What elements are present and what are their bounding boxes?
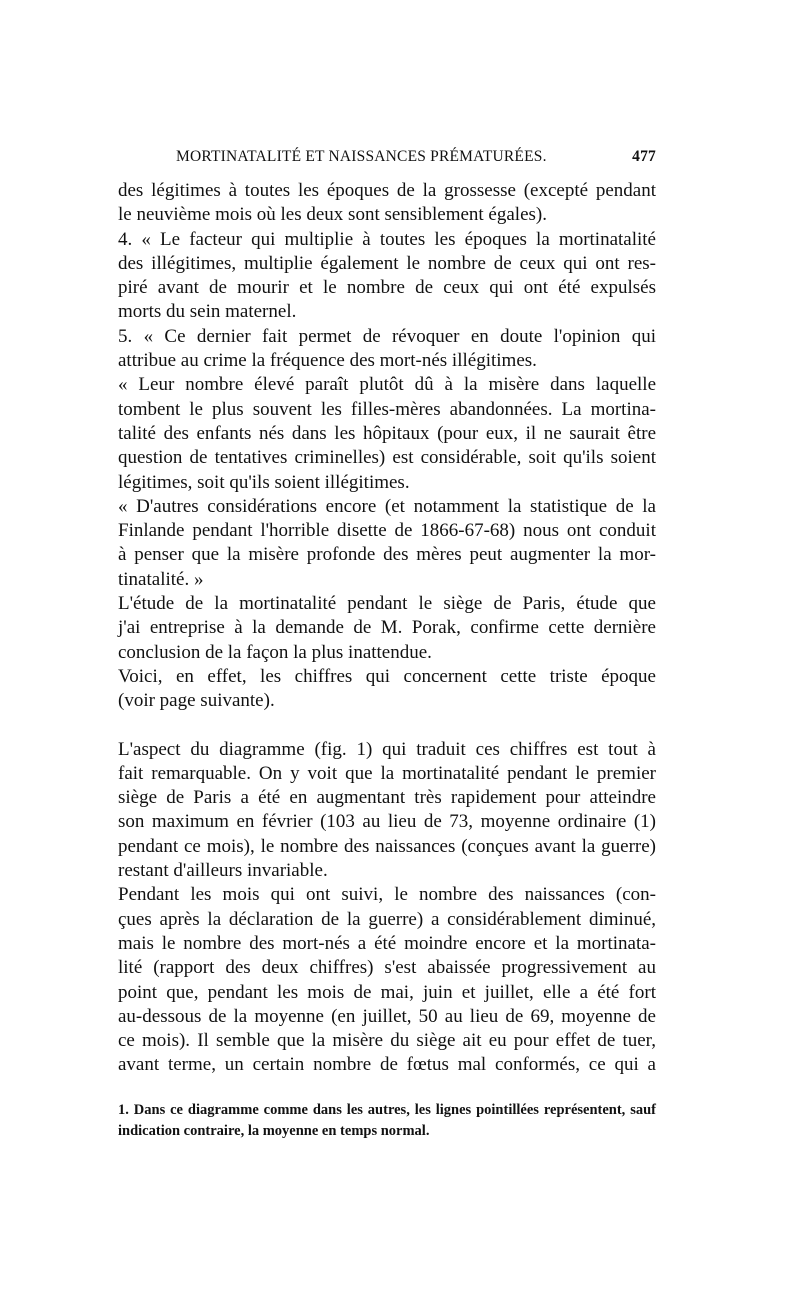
text-line: ce mois). Il semble que la misère du siège ait eu pour effet de tuer, bbox=[118, 1030, 656, 1052]
text-line: lité (rapport des deux chiffres) s'est abaissée progressivement au bbox=[118, 957, 656, 979]
paragraph bbox=[118, 495, 656, 592]
text-line: 5. « Ce dernier fait permet de révoquer en doute l'opinion qui bbox=[118, 325, 656, 347]
paragraph bbox=[118, 665, 656, 714]
text-line: L'étude de la mortinatalité pendant le siège de Paris, étude que bbox=[118, 593, 656, 615]
text-line: conclusion de la façon la plus inattendue. bbox=[118, 641, 432, 663]
text-line: 4. « Le facteur qui multiplie à toutes les époques la mortinatalité bbox=[118, 228, 656, 250]
text-line: morts du sein maternel. bbox=[118, 301, 297, 323]
text-line: des illégitimes, multiplie également le nombre de ceux qui ont res- bbox=[118, 252, 656, 274]
paragraph bbox=[118, 179, 656, 228]
text-line: avant terme, un certain nombre de fœtus mal conformés, ce qui a bbox=[118, 1054, 656, 1076]
text-line: pendant ce mois), le nombre des naissances (conçues avant la guerre) bbox=[118, 835, 656, 857]
running-header bbox=[176, 148, 656, 172]
text-line: fait remarquable. On y voit que la mortinatalité pendant le premier bbox=[118, 762, 656, 784]
paragraph bbox=[118, 883, 656, 1077]
text-line: au-dessous de la moyenne (en juillet, 50 au lieu de 69, moyenne de bbox=[118, 1005, 656, 1027]
text-line: son maximum en février (103 au lieu de 73, moyenne ordinaire (1) bbox=[118, 811, 656, 833]
text-line: Finlande pendant l'horrible disette de 1866-67-68) nous ont conduit bbox=[118, 520, 656, 542]
paragraph bbox=[118, 592, 656, 665]
text-line: à penser que la misère profonde des mères peut augmenter la mor- bbox=[118, 544, 656, 566]
text-line: (voir page suivante). bbox=[118, 690, 275, 712]
text-line: légitimes, soit qu'ils soient illégitimes. bbox=[118, 471, 410, 493]
page-number: 477 bbox=[632, 148, 656, 165]
paragraph bbox=[118, 228, 656, 325]
running-title: MORTINATALITÉ ET NAISSANCES PRÉMATURÉES. bbox=[176, 148, 547, 165]
text-line: « Leur nombre élevé paraît plutôt dû à la misère dans laquelle bbox=[118, 374, 656, 396]
text-line: mais le nombre des mort-nés a été moindre encore et la mortinata- bbox=[118, 932, 656, 954]
text-line: L'aspect du diagramme (fig. 1) qui traduit ces chiffres est tout à bbox=[118, 738, 656, 760]
text-line: Pendant les mois qui ont suivi, le nombre des naissances (con- bbox=[118, 884, 656, 906]
text-line: restant d'ailleurs invariable. bbox=[118, 860, 328, 882]
text-line: des légitimes à toutes les époques de la grossesse (excepté pendant bbox=[118, 180, 656, 201]
text-line: piré avant de mourir et le nombre de ceux qui ont été expulsés bbox=[118, 277, 656, 299]
text-line: siège de Paris a été en augmentant très rapidement pour atteindre bbox=[118, 787, 656, 809]
text-line: çues après la déclaration de la guerre) a considérablement diminué, bbox=[118, 908, 656, 930]
body-text bbox=[118, 179, 656, 1078]
text-line: « D'autres considérations encore (et notamment la statistique de la bbox=[118, 495, 656, 517]
text-line: tombent le plus souvent les filles-mères abandonnées. La mortina- bbox=[118, 398, 656, 420]
text-line: talité des enfants nés dans les hôpitaux (pour eux, il ne saurait être bbox=[118, 422, 656, 444]
text-line: point que, pendant les mois de mai, juin et juillet, elle a été fort bbox=[118, 981, 656, 1003]
paragraph bbox=[118, 373, 656, 494]
footnote: 1. Dans ce diagramme comme dans les autres, les lignes pointillées représentent, sauf indication contraire, la moyenne en temps normal. bbox=[118, 1102, 656, 1139]
paragraph bbox=[118, 325, 656, 374]
section-gap bbox=[118, 714, 656, 738]
paragraph bbox=[118, 738, 656, 884]
text-line: le neuvième mois où les deux sont sensiblement égales). bbox=[118, 204, 547, 226]
text-line: j'ai entreprise à la demande de M. Porak, confirme cette dernière bbox=[118, 617, 656, 639]
text-line: attribue au crime la fréquence des mort-nés illégitimes. bbox=[118, 350, 537, 372]
text-line: tinatalité. » bbox=[118, 568, 204, 590]
text-line: Voici, en effet, les chiffres qui concernent cette triste époque bbox=[118, 665, 656, 687]
text-line: question de tentatives criminelles) est considérable, soit qu'ils soient bbox=[118, 447, 656, 469]
